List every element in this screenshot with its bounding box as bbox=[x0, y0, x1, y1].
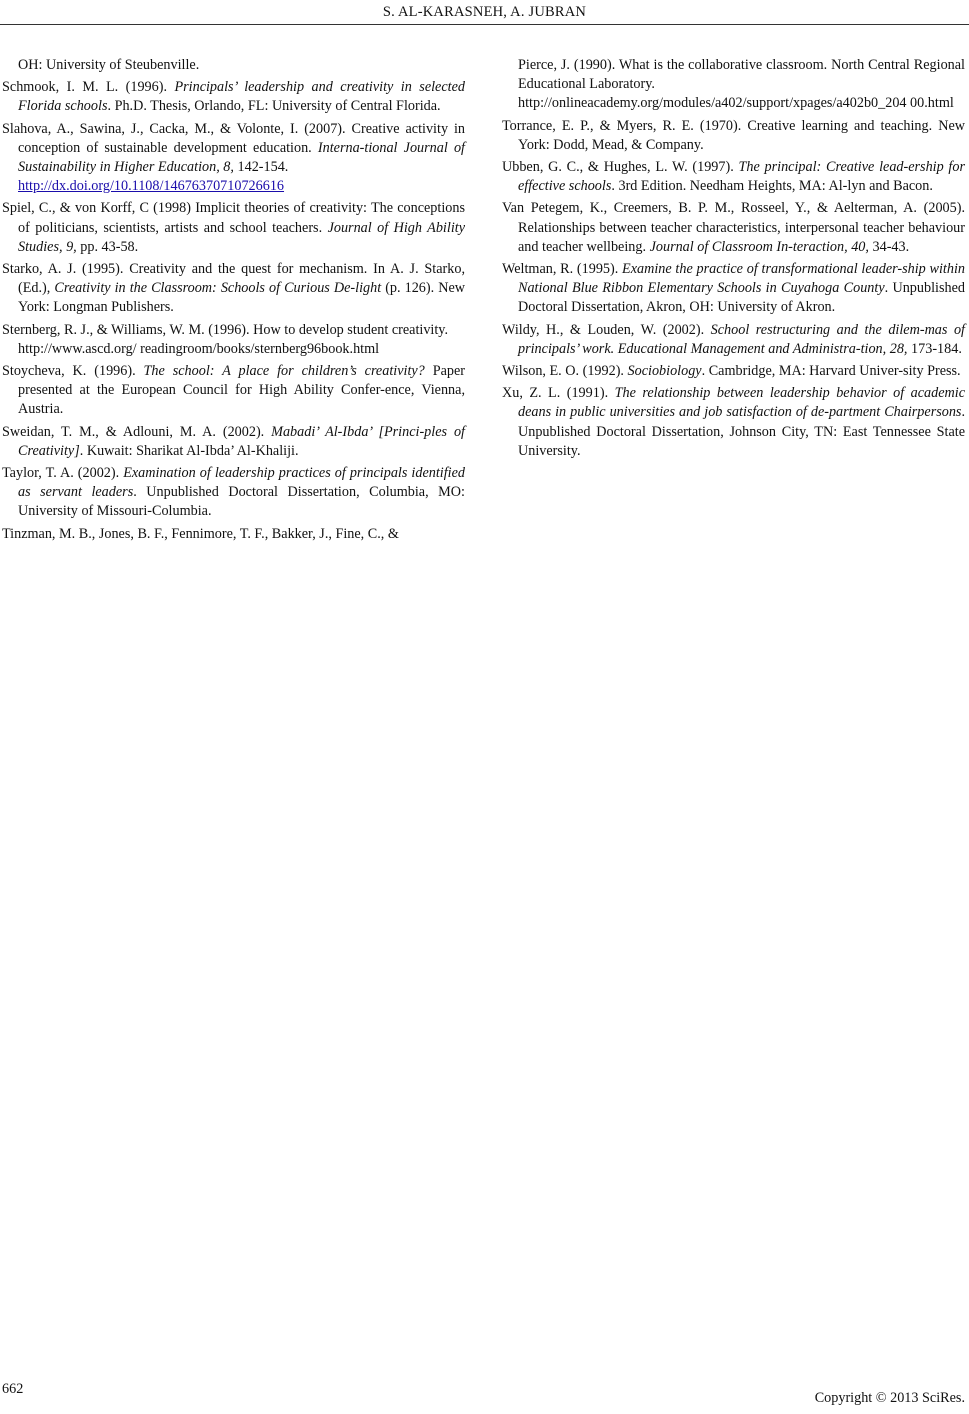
ref-details: . Unpublished Doctoral Dissertation, Johnson City, TN: East Tennessee State University. bbox=[518, 404, 965, 459]
reference-entry bbox=[2, 56, 465, 75]
page-number: 662 bbox=[2, 1381, 24, 1397]
doi-link[interactable]: http://dx.doi.org/10.1108/14676370710726616 bbox=[18, 178, 285, 195]
reference-entry bbox=[502, 117, 965, 155]
ref-details: . Unpublished Doctoral Dissertation, Akron, OH: University of Akron. bbox=[518, 280, 965, 316]
ref-text: Tinzman, M. B., Jones, B. F., Fennimore, T. F., Bakker, J., Fine, C., & bbox=[2, 525, 399, 542]
reference-entry bbox=[2, 199, 465, 257]
ref-details: . Cambridge, MA: Harvard Univer-sity Press. bbox=[701, 363, 961, 380]
ref-authors: Stoycheva, K. (1996). bbox=[2, 363, 144, 380]
ref-title: Examine the practice of transformational leader-ship within National Blue Ribbon Elementary Schools in Cuyahoga County bbox=[518, 261, 965, 297]
ref-authors: Taylor, T. A. (2002). bbox=[2, 465, 124, 482]
ref-authors: Ubben, G. C., & Hughes, L. W. (1997). bbox=[502, 159, 739, 176]
url-text[interactable]: http://onlineacademy.org/modules/a402/support/xpages/a402b0_204 00.html bbox=[518, 95, 954, 112]
reference-entry bbox=[2, 260, 465, 318]
ref-details: pp. 43-58. bbox=[76, 238, 139, 255]
reference-entry bbox=[2, 321, 465, 359]
ref-details: 173-184. bbox=[907, 340, 962, 357]
reference-entry bbox=[2, 120, 465, 197]
ref-details: 34-43. bbox=[868, 238, 910, 255]
ref-title: The relationship between leadership behavior of academic deans in public universities and job satisfaction of de-partment Chairpersons bbox=[518, 385, 965, 421]
url-text[interactable]: http://www.ascd.org/ readingroom/books/sternberg96book.html bbox=[18, 340, 380, 357]
right-reference-column bbox=[502, 56, 965, 464]
ref-authors: Spiel, C., & von Korff, C (1998) Implicit theories of creativity: The conceptions of politicians, scientists, artists and school teachers. bbox=[2, 200, 465, 236]
ref-authors: Starko, A. J. (1995). Creativity and the quest for mechanism. In A. J. Starko, (Ed.), bbox=[2, 261, 465, 297]
ref-journal: Journal of Classroom In-teraction, 40, bbox=[649, 238, 869, 255]
ref-details: . Kuwait: Sharikat Al-Ibda’ Al-Khaliji. bbox=[79, 442, 299, 459]
reference-entry bbox=[2, 362, 465, 420]
ref-title: Sociobiology bbox=[627, 363, 702, 380]
reference-entry bbox=[502, 384, 965, 461]
ref-title: Mabadi’ Al-Ibda’ [Princi-ples of Creativity] bbox=[18, 423, 465, 459]
ref-details: . Unpublished Doctoral Dissertation, Columbia, MO: University of Missouri-Columbia. bbox=[18, 484, 465, 520]
ref-authors: Sweidan, T. M., & Adlouni, M. A. (2002). bbox=[2, 423, 272, 440]
reference-entry bbox=[502, 158, 965, 196]
ref-authors: Schmook, I. M. L. (1996). bbox=[2, 79, 175, 96]
reference-entry bbox=[502, 321, 965, 359]
reference-entry bbox=[502, 56, 965, 114]
ref-details: . Ph.D. Thesis, Orlando, FL: University of Central Florida. bbox=[107, 98, 441, 115]
ref-authors: Van Petegem, K., Creemers, B. P. M., Rosseel, Y., & Aelterman, A. (2005). Relationships between teacher characteristics, interpersonal teacher behaviour and teacher wellbeing. bbox=[502, 200, 965, 255]
ref-text: Torrance, E. P., & Myers, R. E. (1970). Creative learning and teaching. New York: Dodd, Mead, & Company. bbox=[502, 117, 965, 153]
reference-entry bbox=[2, 464, 465, 522]
ref-authors: Slahova, A., Sawina, J., Cacka, M., & Volonte, I. (2007). Creative activity in conception of sustainable development education. bbox=[2, 120, 465, 156]
ref-title: The principal: Creative lead-ership for effective schools bbox=[518, 159, 965, 195]
ref-title: Examination of leadership practices of principals identified as servant leaders bbox=[18, 465, 465, 501]
ref-journal: Journal of High Ability Studies, 9, bbox=[18, 219, 465, 255]
reference-entry bbox=[502, 199, 965, 257]
ref-details: 142-154. bbox=[233, 159, 289, 176]
copyright-notice: Copyright © 2013 SciRes. bbox=[814, 1390, 965, 1406]
ref-text: OH: University of Steubenville. bbox=[18, 57, 200, 73]
reference-entry bbox=[2, 423, 465, 461]
reference-entry bbox=[2, 525, 465, 544]
ref-text: Sternberg, R. J., & Williams, W. M. (1996). How to develop student creativity. bbox=[2, 321, 449, 338]
ref-authors: Weltman, R. (1995). bbox=[502, 261, 623, 278]
ref-details: . 3rd Edition. Needham Heights, MA: Al-lyn and Bacon. bbox=[611, 178, 933, 195]
ref-details: (p. 126). New York: Longman Publishers. bbox=[18, 280, 465, 316]
ref-title: Principals’ leadership and creativity in selected Florida schools bbox=[18, 79, 465, 115]
reference-entry bbox=[2, 78, 465, 116]
reference-entry bbox=[502, 362, 965, 381]
ref-authors: Xu, Z. L. (1991). bbox=[502, 385, 615, 402]
ref-details: Paper presented at the European Council for High Ability Confer-ence, Vienna, Austria. bbox=[18, 363, 465, 418]
ref-journal: Interna-tional Journal of Sustainability in Higher Education, 8, bbox=[18, 139, 465, 176]
ref-title: The school: A place for children’s creativity? bbox=[143, 363, 425, 380]
ref-authors: Wildy, H., & Louden, W. (2002). bbox=[502, 321, 711, 338]
ref-authors: Wilson, E. O. (1992). bbox=[502, 363, 628, 380]
ref-text: Pierce, J. (1990). What is the collaborative classroom. North Central Regional Educational Laboratory. bbox=[518, 57, 965, 93]
left-reference-column bbox=[2, 56, 465, 547]
ref-title: Creativity in the Classroom: Schools of Curious De-light bbox=[54, 280, 382, 297]
reference-entry bbox=[502, 260, 965, 318]
header-rule bbox=[0, 24, 969, 25]
running-header: S. AL-KARASNEH, A. JUBRAN bbox=[382, 4, 587, 20]
ref-title: School restructuring and the dilem-mas of principals’ work. Educational Management and Administra-tion, 28, bbox=[518, 321, 965, 357]
